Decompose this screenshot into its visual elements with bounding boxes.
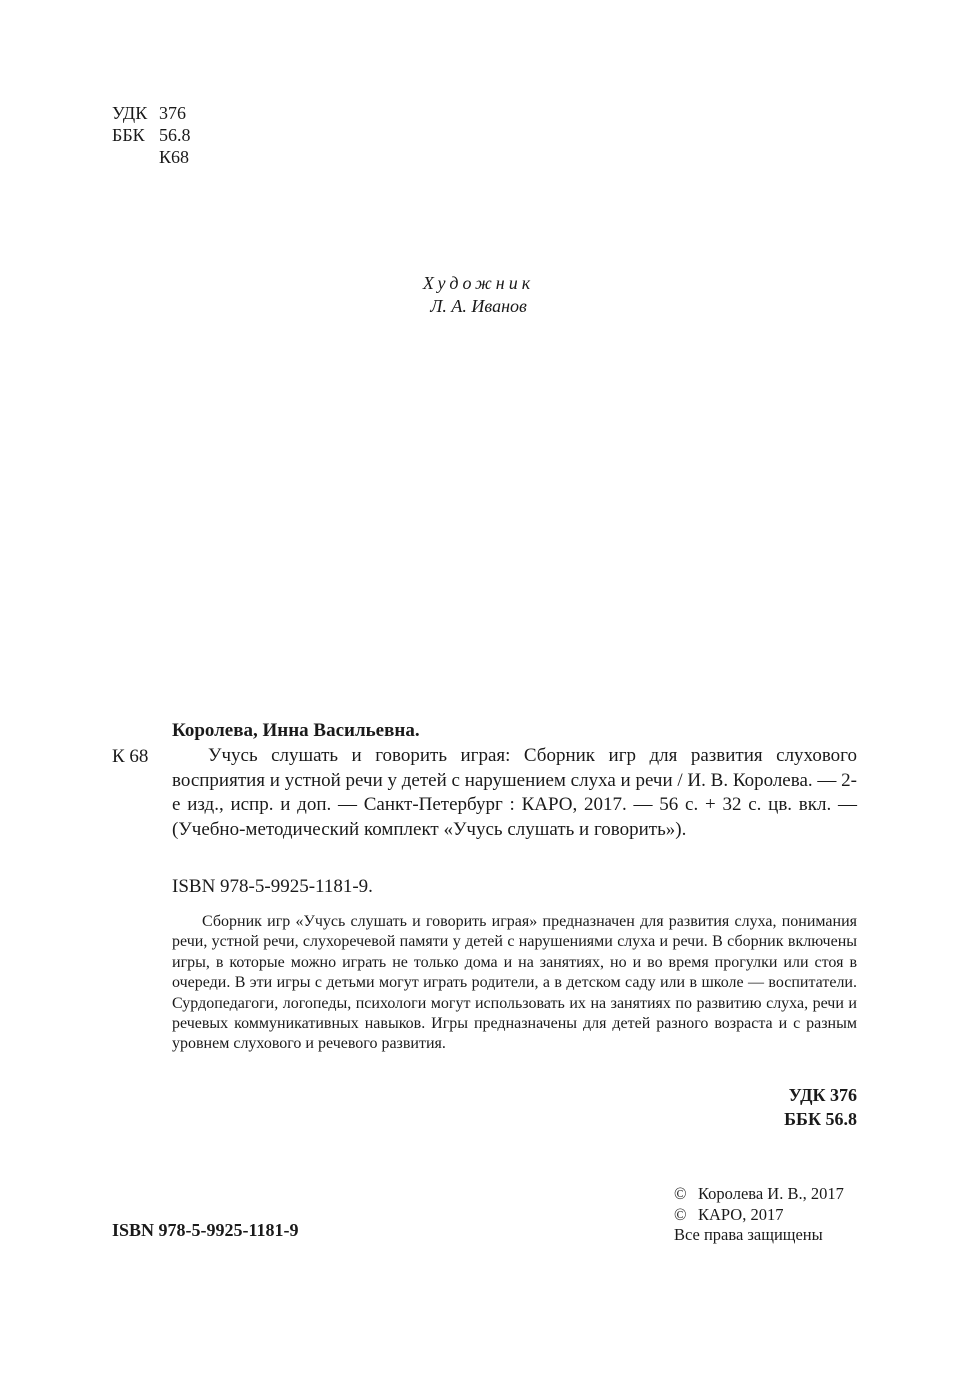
bbk-value: 56.8 — [159, 125, 191, 145]
copyright-author: Королева И. В., 2017 — [698, 1184, 844, 1203]
udk-row — [112, 102, 191, 124]
artist-credit — [0, 272, 957, 318]
author-mark-row — [112, 146, 191, 168]
copyright-publisher-line — [674, 1205, 844, 1226]
classification-block — [112, 102, 191, 168]
copyright-symbol: © — [674, 1184, 687, 1203]
record-author: Королева, Инна Васильевна. — [172, 720, 420, 741]
record-description: Учусь слушать и говорить играя: Сборник игр для развития слухового восприятия и устной речи у детей с нарушением слуха и речи / И. В. Королева. — 2-е изд., испр. и доп. — Санкт-Петербург : КАРО, 2017. — 56 с. + 32 с. цв. вкл. — (Учебно-методический комплект «Учусь слушать и говорить»). — [172, 745, 857, 840]
record-annotation: Сборник игр «Учусь слушать и говорить играя» предназначен для развития слуха, понимания речи, устной речи, слухоречевой памяти у детей с нарушениями слуха и речи. В сборник включены игры, в которые можно играть не только дома и на занятиях, но и во время прогулки или стоя в очереди. В эти игры с детьми могут играть родители, а в детском саду или в школе — воспитатели. Сурдопедагоги, логопеды, психологи могут использовать их на занятиях по развитию слуха, речи и речевых коммуникативных навыков. Игры предназначены для детей разного возраста и с разным уровнем слухового и речевого развития. — [172, 913, 857, 1053]
footer-isbn: ISBN 978-5-9925-1181-9 — [112, 1220, 299, 1240]
record-isbn: ISBN 978-5-9925-1181-9. — [172, 876, 373, 897]
copyright-author-line — [674, 1184, 844, 1205]
artist-name: Л. А. Иванов — [430, 296, 527, 316]
record-k-code: К 68 — [112, 746, 149, 767]
udk-value: 376 — [159, 103, 186, 123]
copyright-symbol: © — [674, 1204, 687, 1224]
bbk-row — [112, 124, 191, 146]
rights-reserved: Все права защищены — [674, 1225, 823, 1244]
artist-role: Художник — [422, 273, 535, 293]
record-bbk: ББК 56.8 — [784, 1109, 857, 1129]
record-codes — [784, 1083, 857, 1131]
record-udk: УДК 376 — [788, 1085, 857, 1105]
copyright-block — [674, 1184, 844, 1246]
udk-label: УДК — [112, 103, 148, 123]
bbk-label: ББК — [112, 125, 145, 145]
copyright-publisher: КАРО, 2017 — [698, 1204, 784, 1224]
author-mark: К68 — [159, 147, 190, 167]
